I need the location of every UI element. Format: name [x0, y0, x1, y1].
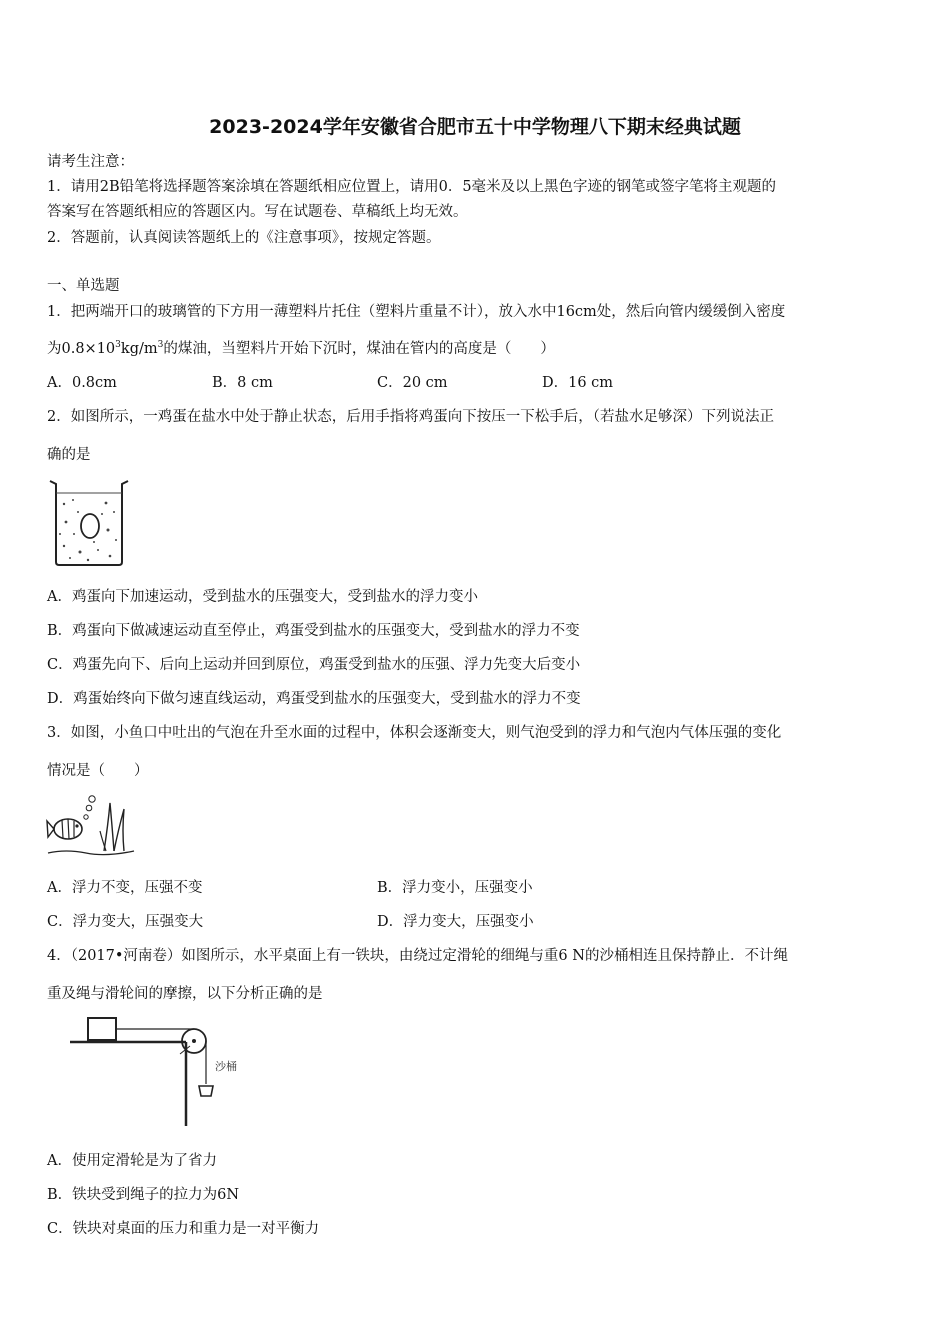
q3-stem-line-2: 情况是（ ） — [47, 763, 149, 779]
q3-option-a: A．浮力不变，压强不变 — [47, 880, 203, 896]
beaker-egg-figure — [46, 478, 130, 568]
sand-bucket-label: 沙桶 — [215, 1060, 237, 1073]
q4-option-a: A．使用定滑轮是为了省力 — [47, 1153, 217, 1169]
q2-stem-line-1: 2．如图所示，一鸡蛋在盐水中处于静止状态，后用手指将鸡蛋向下按压一下松手后，（若盐水足够深）下列说法正 — [47, 409, 774, 425]
q4-stem-line-2: 重及绳与滑轮间的摩擦，以下分析正确的是 — [47, 986, 323, 1002]
q1-stem-line-1: 1．把两端开口的玻璃管的下方用一薄塑料片托住（塑料片重量不计），放入水中16cm处，然后向管内缓缓倒入密度 — [47, 304, 786, 320]
q1-option-c: C．20 cm — [377, 375, 448, 391]
q4-option-b: B．铁块受到绳子的拉力为6N — [47, 1187, 240, 1203]
pulley-figure — [46, 1014, 246, 1130]
fish-bubble-figure — [46, 795, 136, 861]
q1-stem-line-2: 为$0.8\times 10^3kg/m^3$的煤油，当塑料片开始下沉时，煤油在管内的高度是（ ） — [47, 340, 555, 357]
q1-option-d: D．16 cm — [542, 375, 614, 391]
q3-stem-line-1: 3．如图，小鱼口中吐出的气泡在升至水面的过程中，体积会逐渐变大，则气泡受到的浮力和气泡内气体压强的变化 — [47, 725, 782, 741]
notice-line-3: 2．答题前，认真阅读答题纸上的《注意事项》，按规定答题。 — [47, 230, 441, 246]
q2-stem-line-2: 确的是 — [47, 447, 91, 463]
q1-option-b: B．8 cm — [212, 375, 273, 391]
q2-option-a: A．鸡蛋向下加速运动，受到盐水的压强变大，受到盐水的浮力变小 — [47, 589, 478, 605]
notice-line-2: 答案写在答题纸相应的答题区内。写在试题卷、草稿纸上均无效。 — [47, 204, 468, 220]
q2-option-c: C．鸡蛋先向下、后向上运动并回到原位，鸡蛋受到盐水的压强、浮力先变大后变小 — [47, 657, 581, 673]
q4-stem-line-1: 4．（2017•河南卷）如图所示，水平桌面上有一铁块，由绕过定滑轮的细绳与重6 N的沙桶相连且保持静止．不计绳 — [47, 948, 788, 964]
q3-option-b: B．浮力变小，压强变小 — [377, 880, 533, 896]
notice-line-1: 1．请用2B铅笔将选择题答案涂填在答题纸相应位置上，请用0．5毫米及以上黑色字迹的钢笔或签字笔将主观题的 — [47, 179, 777, 195]
q3-option-c: C．浮力变大，压强变大 — [47, 914, 204, 930]
page-title: 2023-2024学年安徽省合肥市五十中学物理八下期末经典试题 — [209, 116, 741, 138]
q2-option-d: D．鸡蛋始终向下做匀速直线运动，鸡蛋受到盐水的压强变大，受到盐水的浮力不变 — [47, 691, 581, 707]
q2-option-b: B．鸡蛋向下做减速运动直至停止，鸡蛋受到盐水的压强变大，受到盐水的浮力不变 — [47, 623, 580, 639]
q1-option-a: A．0.8cm — [47, 375, 117, 391]
section-heading: 一、单选题 — [47, 278, 120, 294]
notice-heading: 请考生注意： — [47, 154, 134, 170]
q4-option-c: C．铁块对桌面的压力和重力是一对平衡力 — [47, 1221, 320, 1237]
q3-option-d: D．浮力变大，压强变小 — [377, 914, 534, 930]
